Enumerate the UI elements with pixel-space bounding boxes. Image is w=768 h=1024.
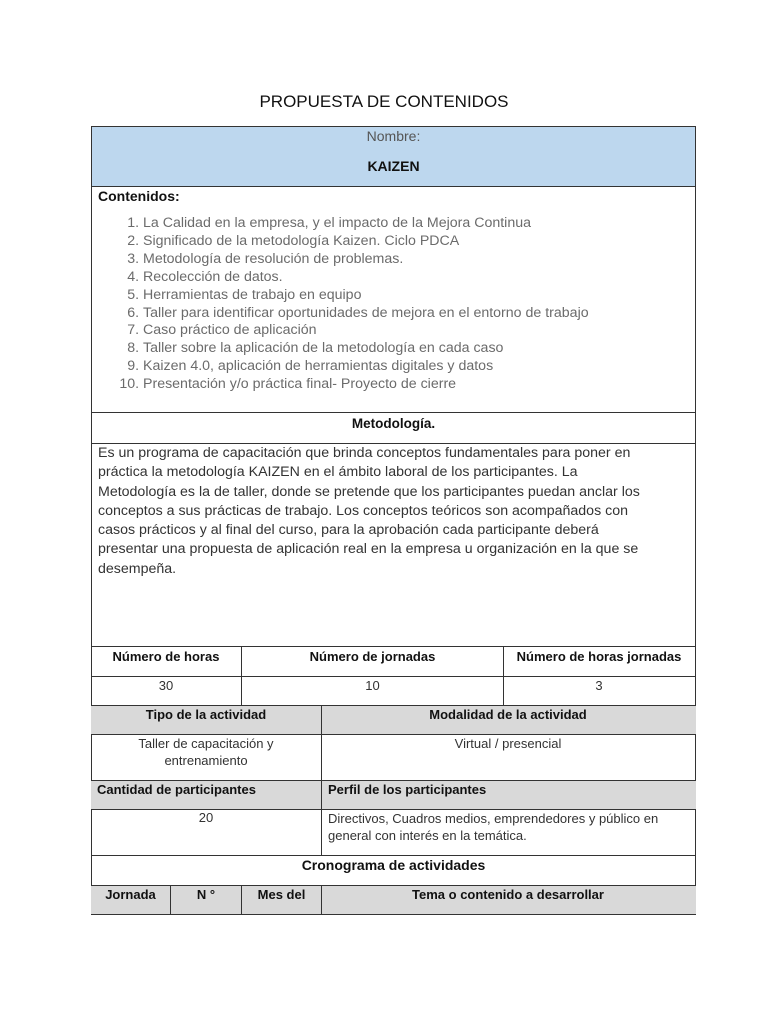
contenido-item: 4. Recolección de datos. — [143, 269, 696, 287]
tipo-actividad-line: Taller de capacitación y — [138, 736, 274, 751]
contenidos-list — [91, 215, 696, 394]
modalidad-actividad-value: Virtual / presencial — [454, 736, 562, 751]
horas-jornadas-header: Número de horas jornadas — [516, 649, 682, 664]
numero-header: N ° — [171, 886, 242, 914]
cronograma-heading: Cronograma de actividades — [301, 857, 486, 873]
mes-header: Mes del — [242, 886, 322, 914]
horas-header-row — [91, 647, 696, 676]
metodologia-line: conceptos a sus prácticas de trabajo. Los conceptos teóricos son acompañados con — [98, 502, 628, 519]
nombre-row — [92, 127, 695, 186]
jornada-header: Jornada — [91, 886, 171, 914]
cronograma-heading-row — [91, 856, 696, 885]
tipo-actividad-value — [91, 735, 322, 780]
nombre-label: Nombre: — [366, 128, 421, 144]
metodologia-text-row — [91, 444, 696, 646]
actividad-values-row — [91, 735, 696, 780]
contenido-item: 2. Significado de la metodología Kaizen. Ciclo PDCA — [143, 233, 696, 251]
page-title: PROPUESTA DE CONTENIDOS — [259, 92, 509, 111]
metodologia-line: presentar una propuesta de aplicación real en la empresa u organización en la que se — [98, 541, 639, 558]
metodologia-text — [91, 444, 696, 579]
jornadas-value: 10 — [242, 677, 504, 705]
horas-value: 30 — [91, 677, 242, 705]
horas-jornadas-value: 3 — [595, 678, 603, 693]
contenido-item: 8. Taller sobre la aplicación de la metodología en cada caso — [143, 340, 696, 358]
metodologia-line: casos prácticos y al final del curso, para la aprobación cada participante deberá — [98, 522, 599, 539]
perfil-participantes-header: Perfil de los participantes — [328, 782, 487, 797]
tipo-actividad-header: Tipo de la actividad — [91, 706, 322, 734]
contenido-item: 3. Metodología de resolución de problemas. — [143, 251, 696, 269]
horas-values-row — [91, 677, 696, 705]
participantes-values-row — [91, 810, 696, 855]
modalidad-actividad-header: Modalidad de la actividad — [429, 707, 587, 722]
contenido-item: 7. Caso práctico de aplicación — [143, 322, 696, 340]
contenido-item: 10. Presentación y/o práctica final- Proyecto de cierre — [143, 376, 696, 394]
cantidad-participantes-value: 20 — [91, 810, 322, 855]
metodologia-heading: Metodología. — [351, 416, 436, 431]
contenidos-section — [91, 187, 696, 412]
metodologia-heading-row — [91, 413, 696, 443]
contenido-item: 9. Kaizen 4.0, aplicación de herramientas digitales y datos — [143, 358, 696, 376]
metodologia-line: Metodología es la de taller, donde se pretende que los participantes puedan anclar los — [98, 483, 640, 500]
contenidos-heading: Contenidos: — [98, 188, 180, 204]
contenido-item: 5. Herramientas de trabajo en equipo — [143, 287, 696, 305]
horas-header: Número de horas — [91, 647, 242, 676]
perfil-line: Directivos, Cuadros medios, emprendedores y público en — [328, 811, 659, 826]
nombre-value: KAIZEN — [367, 158, 420, 174]
metodologia-line: desempeña. — [98, 560, 177, 577]
cantidad-participantes-header: Cantidad de participantes — [91, 781, 322, 809]
metodologia-line: práctica la metodología KAIZEN en el ámbito laboral de los participantes. La — [98, 464, 578, 481]
actividad-header-row — [91, 706, 696, 734]
perfil-participantes-value — [322, 810, 694, 855]
metodologia-line: Es un programa de capacitación que brinda conceptos fundamentales para poner en — [98, 445, 631, 461]
tipo-actividad-line: entrenamiento — [164, 753, 248, 768]
contenido-item: 1. La Calidad en la empresa, y el impacto de la Mejora Continua — [143, 215, 696, 233]
tema-header: Tema o contenido a desarrollar — [412, 887, 604, 902]
contenido-item: 6. Taller para identificar oportunidades de mejora en el entorno de trabajo — [143, 305, 696, 323]
cronograma-header-row — [91, 886, 696, 914]
jornadas-header: Número de jornadas — [242, 647, 504, 676]
perfil-line: general con interés en la temática. — [328, 828, 527, 843]
participantes-header-row — [91, 781, 696, 809]
